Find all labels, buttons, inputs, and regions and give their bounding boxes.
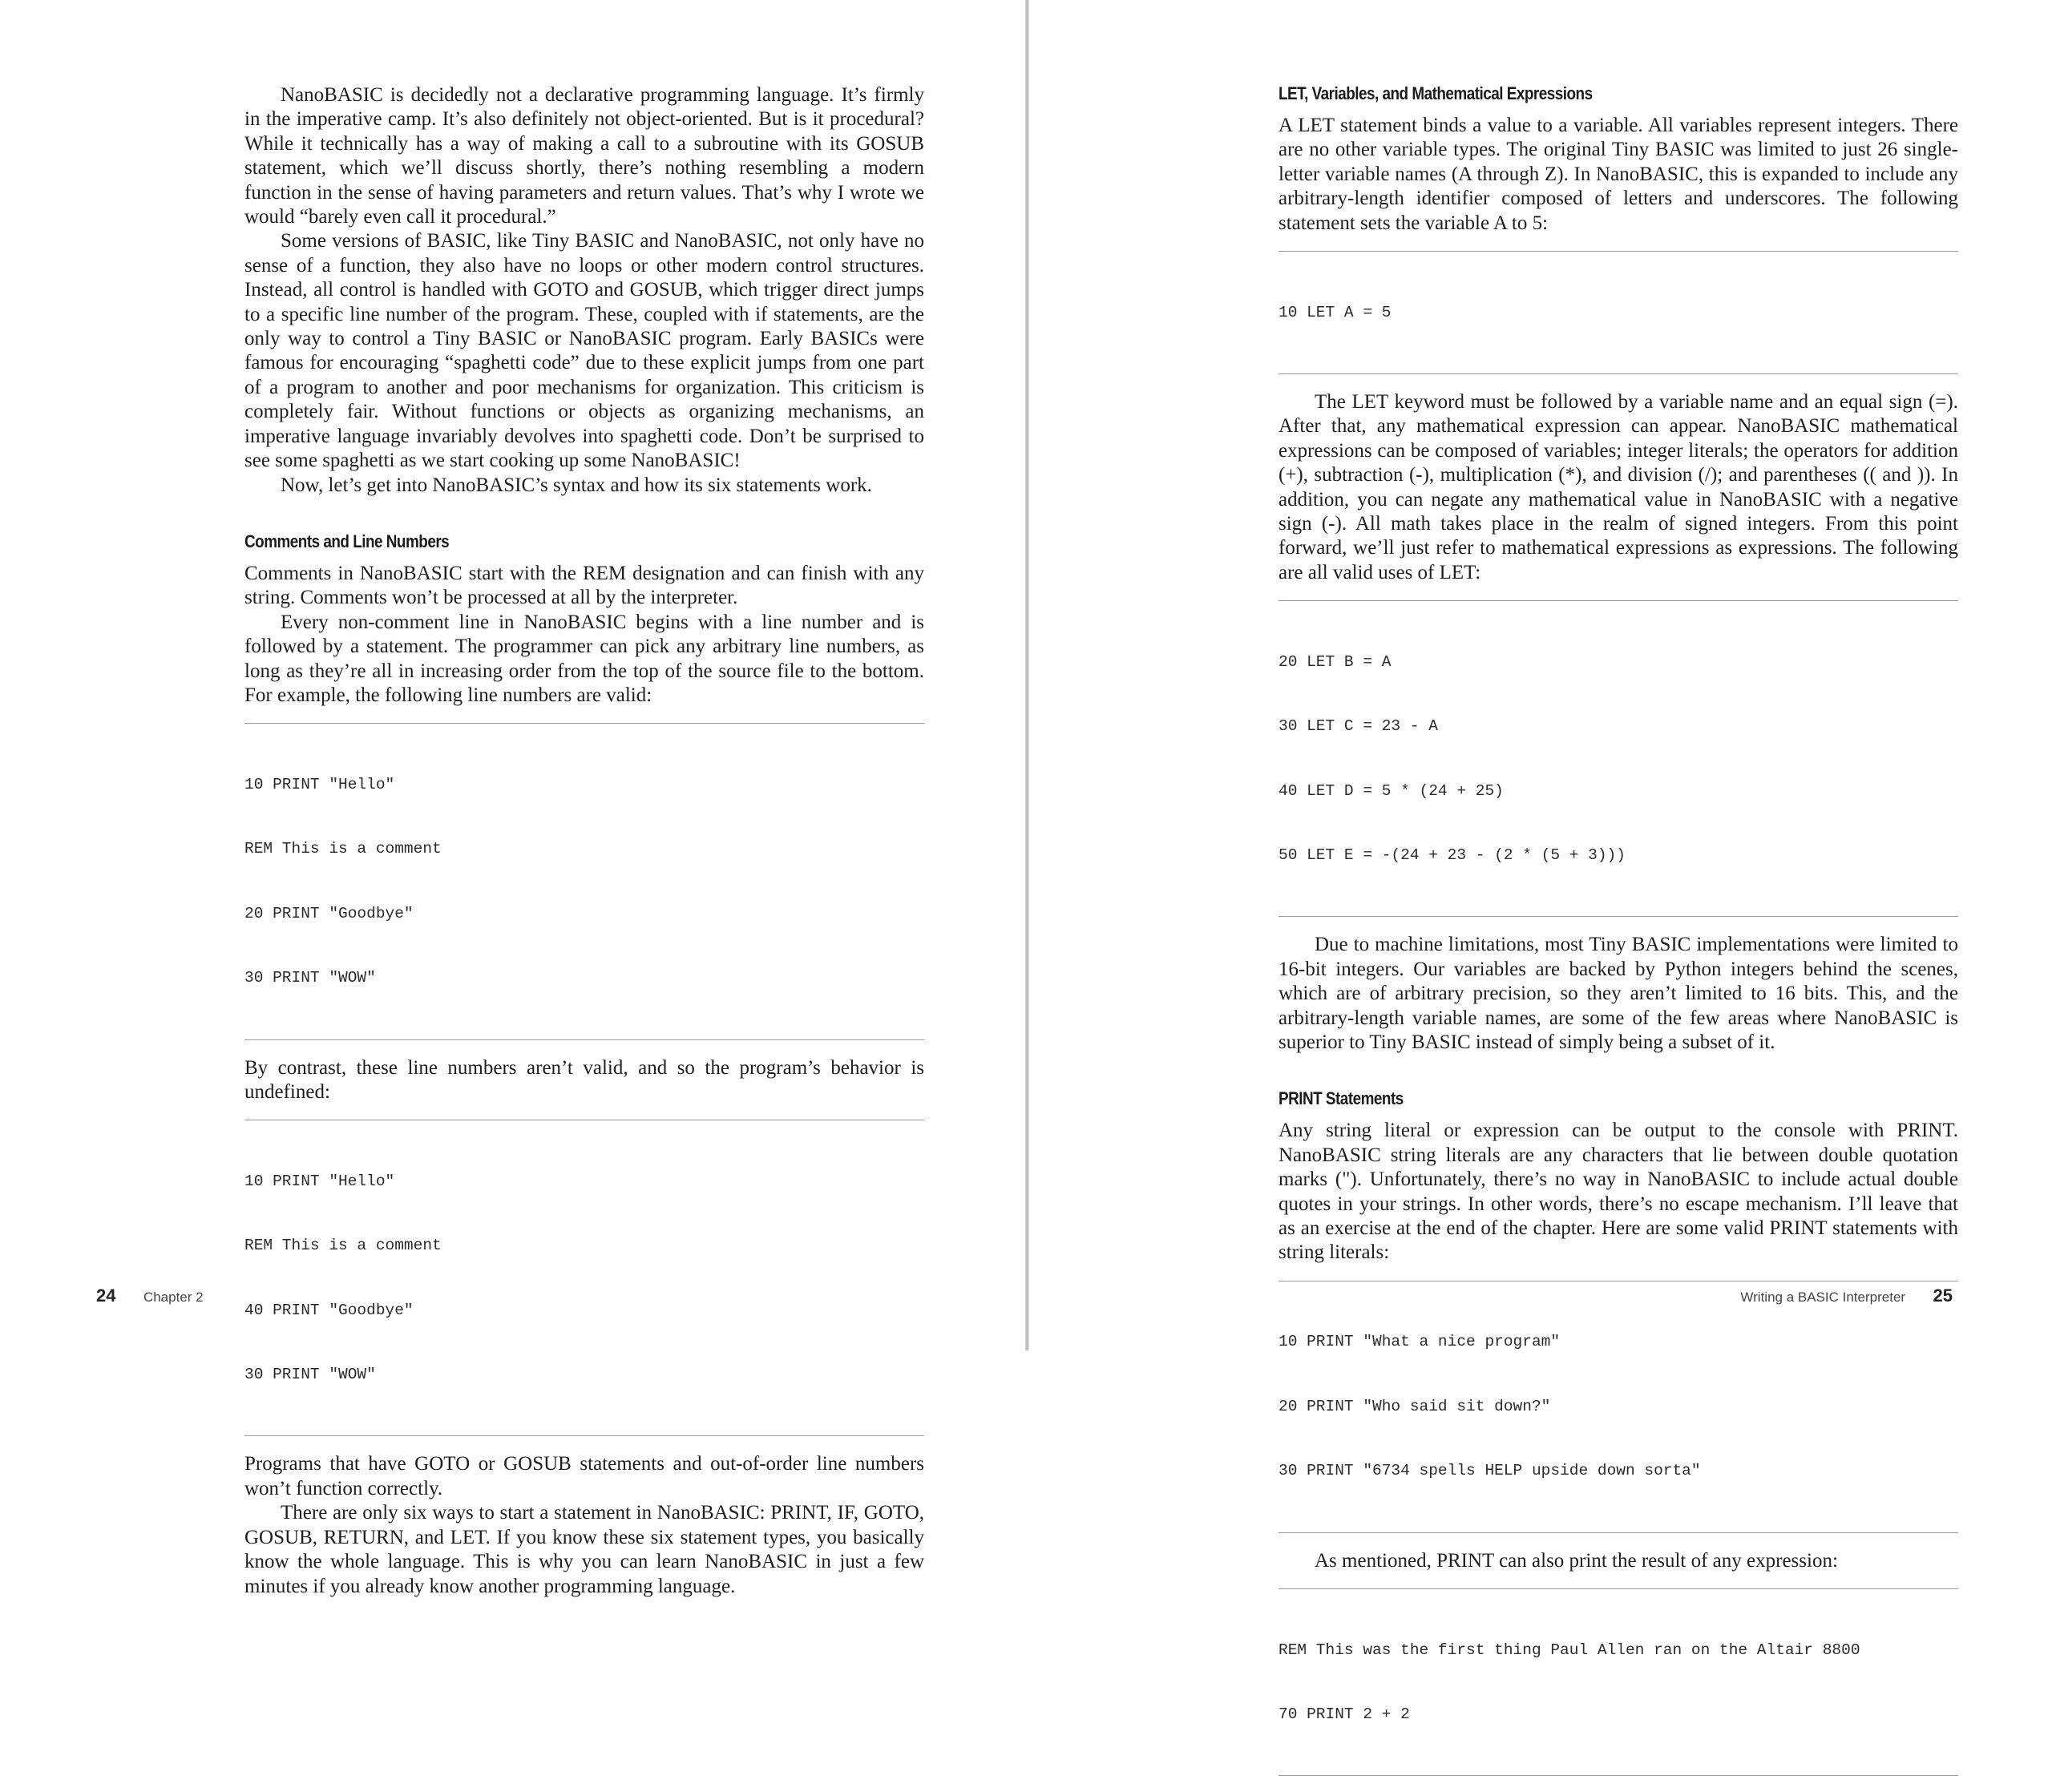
- code-line: 20 PRINT "Goodbye": [244, 904, 414, 922]
- heading-comments-line-numbers: Comments and Line Numbers: [244, 531, 450, 551]
- code-line: 30 LET C = 23 - A: [1278, 717, 1438, 736]
- code-line: 30 PRINT "WOW": [244, 1366, 376, 1384]
- code-line: 10 PRINT "What a nice program": [1278, 1333, 1561, 1351]
- left-footer: [96, 1285, 204, 1306]
- code-block-print-expr: [1278, 1588, 1958, 1776]
- code-block-let-examples: [1278, 600, 1958, 917]
- paragraph-control-flow: Some versions of BASIC, like Tiny BASIC and NanoBASIC, not only have no sense of a function, they also have no loops or other modern control structures. Instead, all control is handled with GOTO and GOSUB, which trigger direct jumps to a specific line number of the program. These, coupled with if statements, are the only way to control a Tiny BASIC or NanoBASIC program. Early BASICs were famous for encouraging “spaghetti code” due to these explicit jumps from one part of a program to another and poor mechanisms for organization. This criticism is completely fair. Without functions or objects as organizing mechanisms, an imperative language invariably devolves into spaghetti code. Don’t be surprised to see some spaghetti as we start cooking up some NanoBASIC!: [244, 230, 924, 472]
- paragraph-paradigm: NanoBASIC is decidedly not a declarative programming language. It’s firmly in the imperative camp. It’s also definitely not object-oriented. But is it procedural? While it technically has a way of making a call to a subroutine with its GOSUB statement, which we’ll discuss shortly, there’s nothing resembling a modern function in the sense of having parameters and return values. That’s why I wrote we would “barely even call it procedural.”: [244, 84, 924, 228]
- code-line: 30 PRINT "WOW": [244, 969, 376, 987]
- paragraph-expressions: The LET keyword must be followed by a variable name and an equal sign (=). After that, any mathematical expression can appear. NanoBASIC mathematical expressions can be composed of variables; integer literals; the operators for addition (+), subtraction (-), multiplication (*), and division (/); and parentheses (( and )). In addition, you can negate any mathematical value in NanoBASIC with a negative sign (-). All math takes place in the realm of signed integers. From this point forward, we’ll just refer to mathematical expressions as expressions. The following are all valid uses of LET:: [1278, 391, 1958, 583]
- paragraph-line-numbers: Every non-comment line in NanoBASIC begins with a line number and is followed by a statement. The programmer can pick any arbitrary line numbers, as long as they’re all in increasing order from the top of the source file to the bottom. For example, the following line numbers are valid:: [244, 611, 924, 706]
- code-line: 20 PRINT "Who said sit down?": [1278, 1397, 1551, 1415]
- code-line: 30 PRINT "6734 spells HELP upside down sorta": [1278, 1462, 1701, 1480]
- paragraph-syntax-intro: Now, let’s get into NanoBASIC’s syntax and how its six statements work.: [281, 474, 872, 496]
- heading-print-statements: PRINT Statements: [1278, 1088, 1404, 1109]
- paragraph-print-expressions: As mentioned, PRINT can also print the result of any expression:: [1315, 1549, 1838, 1572]
- page-number: 24: [96, 1285, 116, 1306]
- paragraph-comments: Comments in NanoBASIC start with the REM designation and can finish with any string. Comments won’t be processed at all by the interpreter.: [244, 562, 924, 609]
- paragraph-six-statements: There are only six ways to start a statement in NanoBASIC: PRINT, IF, GOTO, GOSUB, RETURN, and LET. If you know these six statement types, you basically know the whole language. This is why you can learn NanoBASIC in just a few minutes if you already know another programming language.: [244, 1502, 924, 1597]
- page-number: 25: [1933, 1285, 1953, 1306]
- code-line: 70 PRINT 2 + 2: [1278, 1705, 1410, 1724]
- paragraph-invalid-intro: By contrast, these line numbers aren’t valid, and so the program’s behavior is undefined:: [244, 1056, 924, 1103]
- paragraph-integer-limits: Due to machine limitations, most Tiny BASIC implementations were limited to 16-bit integers. Our variables are backed by Python integers behind the scenes, which are of arbitrary precision, so they aren’t limited to 16 bits. This, and the arbitrary-length variable names, are some of the few areas where NanoBASIC is superior to Tiny BASIC instead of simply being a subset of it.: [1278, 934, 1958, 1054]
- heading-let-variables: LET, Variables, and Mathematical Expressions: [1278, 83, 1593, 103]
- code-block-print-strings: [1278, 1281, 1958, 1533]
- code-line: 10 PRINT "Hello": [244, 1172, 395, 1190]
- code-block-invalid-lines: [244, 1120, 924, 1436]
- paragraph-out-of-order: Programs that have GOTO or GOSUB statements and out-of-order line numbers won’t function correctly.: [244, 1453, 924, 1499]
- running-head: Chapter 2: [143, 1290, 204, 1305]
- right-text-column: [1278, 83, 1958, 1792]
- code-line: 20 LET B = A: [1278, 652, 1392, 671]
- right-footer: [1740, 1285, 1953, 1306]
- code-block-let-single: [1278, 251, 1958, 374]
- running-head: Writing a BASIC Interpreter: [1740, 1290, 1906, 1305]
- paragraph-print-intro: Any string literal or expression can be output to the console with PRINT. NanoBASIC string literals are any characters that lie between double quotation marks ("). Unfortunately, there’s no way in NanoBASIC to include actual double quotes in your strings. In other words, there’s no escape mechanism. I’ll leave that as an exercise at the end of the chapter. Here are some valid PRINT statements with string literals:: [1278, 1120, 1958, 1264]
- code-line: REM This is a comment: [244, 840, 442, 858]
- left-page: [0, 0, 1026, 1597]
- code-line: 10 PRINT "Hello": [244, 775, 395, 793]
- code-line: 50 LET E = -(24 + 23 - (2 * (5 + 3))): [1278, 846, 1626, 865]
- right-page: [1029, 0, 2052, 1724]
- code-line: 40 LET D = 5 * (24 + 25): [1278, 781, 1504, 800]
- code-line: 40 PRINT "Goodbye": [244, 1301, 414, 1319]
- code-line: 10 LET A = 5: [1278, 303, 1392, 321]
- code-line: REM This is a comment: [244, 1237, 442, 1255]
- paragraph-let-intro: A LET statement binds a value to a variable. All variables represent integers. There are no other variable types. The original Tiny BASIC was limited to just 26 single-letter variable names (A through Z). In NanoBASIC, this is expanded to include any arbitrary-length identifier composed of letters and underscores. The following statement sets the variable A to 5:: [1278, 115, 1958, 234]
- code-line: REM This was the first thing Paul Allen ran on the Altair 8800: [1278, 1641, 1860, 1659]
- code-block-valid-lines: [244, 723, 924, 1039]
- left-text-column: [244, 83, 924, 1599]
